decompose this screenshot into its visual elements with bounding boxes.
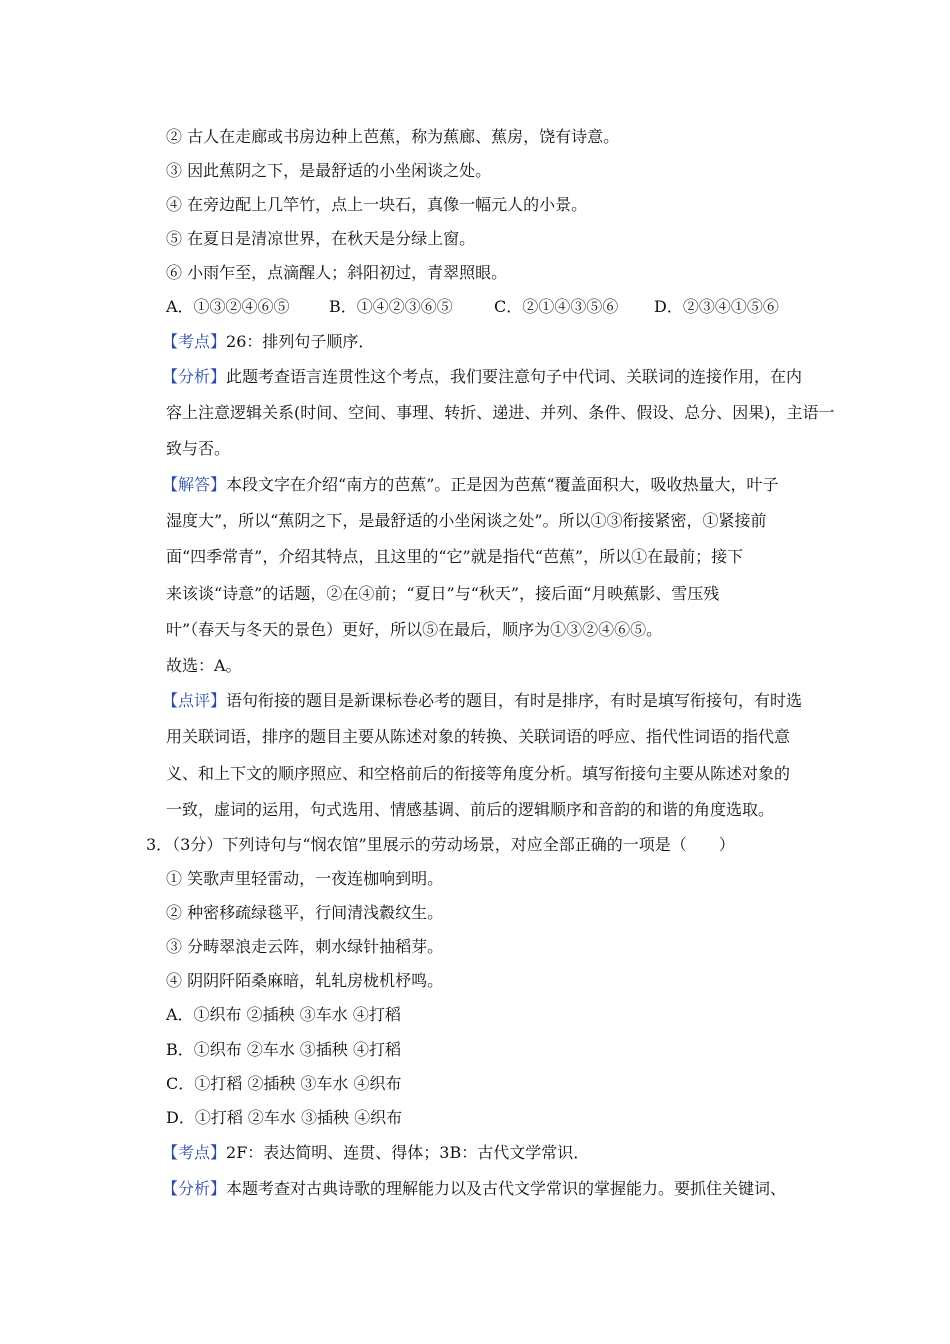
dianping-line: 语句衔接的题目是新课标卷必考的题目，有时是排序，有时是填写衔接句，有时选 xyxy=(226,691,803,710)
dianping-tag: 【点评】 xyxy=(162,691,227,710)
sentence-5: ⑤ 在夏日是清凉世界，在秋天是分绿上窗。 xyxy=(166,229,476,248)
fenxi-line: 致与否。 xyxy=(166,439,231,458)
fenxi-line: 容上注意逻辑关系(时间、空间、事理、转折、递进、并列、条件、假设、总分、因果)，主语一 xyxy=(166,403,835,422)
fenxi-tag: 【分析】 xyxy=(162,1179,227,1198)
q2-option-b: B．①④②③⑥⑤ xyxy=(329,297,453,316)
fenxi-line: 此题考查语言连贯性这个考点，我们要注意句子中代词、关联词的连接作用，在内 xyxy=(226,367,803,386)
answer-choice: 故选：A。 xyxy=(166,656,242,675)
jieda-line: 来该谈“诗意”的话题，②在④前；“夏日”与“秋天”，接后面“月映蕉影、雪压残 xyxy=(166,584,720,603)
fenxi-text: 本题考查对古典诗歌的理解能力以及古代文学常识的掌握能力。要抓住关键词、 xyxy=(226,1179,787,1198)
q2-option-d: D．②③④①⑤⑥ xyxy=(654,297,779,316)
q3-option-b: B．①织布 ②车水 ③插秧 ④打稻 xyxy=(166,1040,402,1059)
sentence-2: ② 古人在走廊或书房边种上芭蕉，称为蕉廊、蕉房，饶有诗意。 xyxy=(166,127,620,146)
q3-poem-2: ② 种密移疏绿毯平，行间清浅縠纹生。 xyxy=(166,903,444,922)
jieda-line: 本段文字在介绍“南方的芭蕉”。正是因为芭蕉“覆盖面积大，吸收热量大，叶子 xyxy=(226,475,779,494)
dianping-line: 用关联词语，排序的题目主要从陈述对象的转换、关联词语的呼应、指代性词语的指代意 xyxy=(166,727,791,746)
jieda-line: 面“四季常青”，介绍其特点，且这里的“它”就是指代“芭蕉”，所以①在最前；接下 xyxy=(166,547,744,566)
q2-option-c: C．②①④③⑤⑥ xyxy=(494,297,619,316)
sentence-6: ⑥ 小雨乍至，点滴醒人；斜阳初过，青翠照眼。 xyxy=(166,263,508,282)
q3-kaodian xyxy=(162,1143,589,1163)
jieda-line: 湿度大”，所以“蕉阴之下，是最舒适的小坐闲谈之处”。所以①③衔接紧密，①紧接前 xyxy=(166,511,767,530)
q2-fenxi xyxy=(162,367,802,387)
fenxi-tag: 【分析】 xyxy=(162,367,227,386)
q3-option-d: D．①打稻 ②车水 ③插秧 ④织布 xyxy=(166,1108,403,1127)
q2-option-a: A．①③②④⑥⑤ xyxy=(166,297,290,316)
q2-kaodian xyxy=(162,332,374,352)
kaodian-tag: 【考点】 xyxy=(162,1143,227,1162)
sentence-4: ④ 在旁边配上几竿竹，点上一块石，真像一幅元人的小景。 xyxy=(166,195,588,214)
q3-poem-3: ③ 分畴翠浪走云阵，刺水绿针抽稻芽。 xyxy=(166,937,444,956)
q3-option-c: C．①打稻 ②插秧 ③车水 ④织布 xyxy=(166,1074,402,1093)
q2-jieda xyxy=(162,475,779,495)
dianping-line: 义、和上下文的顺序照应、和空格前后的衔接等角度分析。填写衔接句主要从陈述对象的 xyxy=(166,764,791,783)
q3-poem-1: ① 笑歌声里轻雷动，一夜连枷响到明。 xyxy=(166,869,444,888)
jieda-tag: 【解答】 xyxy=(162,475,227,494)
q3-stem: 3．（3分）下列诗句与“悯农馆”里展示的劳动场景，对应全部正确的一项是（ ） xyxy=(146,835,735,854)
q2-dianping xyxy=(162,691,802,711)
kaodian-text: 2F：表达简明、连贯、得体；3B：古代文学常识． xyxy=(226,1143,590,1162)
q3-option-a: A．①织布 ②插秧 ③车水 ④打稻 xyxy=(166,1005,401,1024)
kaodian-text: 26：排列句子顺序． xyxy=(226,332,375,351)
dianping-line: 一致，虚词的运用，句式选用、情感基调、前后的逻辑顺序和音韵的和谐的角度选取。 xyxy=(166,800,775,819)
q3-fenxi xyxy=(162,1179,786,1199)
kaodian-tag: 【考点】 xyxy=(162,332,227,351)
sentence-3: ③ 因此蕉阴之下，是最舒适的小坐闲谈之处。 xyxy=(166,161,492,180)
jieda-line: 叶”（春天与冬天的景色）更好，所以⑤在最后，顺序为①③②④⑥⑤。 xyxy=(166,620,663,639)
q3-poem-4: ④ 阴阴阡陌桑麻暗，轧轧房栊机杼鸣。 xyxy=(166,971,444,990)
